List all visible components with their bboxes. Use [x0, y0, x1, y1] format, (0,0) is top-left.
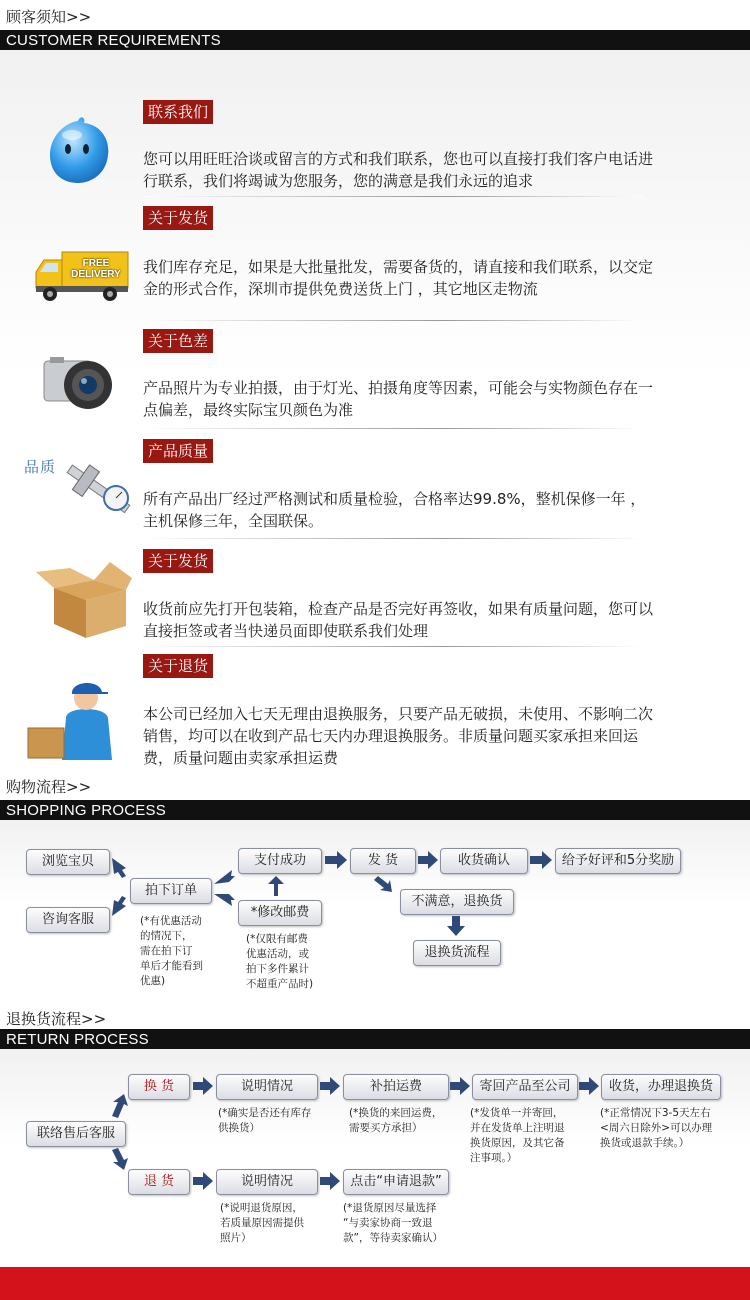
- returns-text: 本公司已经加入七天无理由退换服务，只要产品无破损，未使用、不影响二次销售，均可以在收到产品七天内办理退换服务。非质量问题买家承担来回运费，质量问题由卖家承担运费: [143, 705, 654, 767]
- extra-fee-note: (*换货的来回运费， 需要买方承担）: [349, 1107, 443, 1134]
- receive-process-box: 收货，办理退换货: [601, 1074, 721, 1100]
- arrow-exchange-to-explain: [193, 1077, 213, 1095]
- unsatisfied-box: 不满意，退换货: [400, 889, 514, 915]
- tag-returns: 关于退货: [143, 654, 213, 678]
- modify-postage-box: *修改邮费: [238, 900, 322, 926]
- quality-icon-text: 品质: [24, 458, 57, 476]
- color-difference-text: 产品照片为专业拍摄，由于灯光、拍摄角度等因素，可能会与实物颜色存在一点偏差，最终实际宝贝颜色为准: [143, 379, 654, 419]
- footer-red-bar: [0, 1267, 750, 1300]
- customer-section-title: 顾客须知>>: [6, 8, 92, 26]
- ship-box: 发 货: [350, 848, 416, 874]
- arrow-explain-to-apply: [320, 1172, 340, 1190]
- order-note: (*有优惠活动 的情况下， 需在拍下订 单后才能看到 优惠): [140, 915, 203, 987]
- contact-us-text: 您可以用旺旺洽谈或留言的方式和我们联系，您也可以直接打我们客户电话进行联系，我们将竭诚为您服务，您的满意是我们永远的追求: [143, 150, 654, 190]
- tag-color-difference: 关于色差: [143, 329, 213, 353]
- tag-product-quality: 产品质量: [143, 439, 213, 463]
- arrow-contact-to-exchange: [112, 1094, 128, 1118]
- arrow-explain-to-fee: [320, 1077, 340, 1095]
- modify-postage-note: (*仅限有邮费 优惠活动，或 拍下多件累计 不超重产品时): [246, 933, 314, 990]
- receive-process-note: (*正常情况下3-5天左右 <周六日除外>可以办理 换货或退款手续。）: [600, 1107, 713, 1149]
- arrow-send-to-receive: [579, 1077, 599, 1095]
- send-back-box: 寄回产品至公司: [472, 1074, 578, 1100]
- arrow-fee-to-send: [450, 1077, 470, 1095]
- browse-box: 浏览宝贝: [26, 849, 110, 875]
- confirm-receipt-box: 收货确认: [440, 848, 528, 874]
- receiving-text: 收货前应先打开包装箱，检查产品是否完好再签收，如果有质量问题，您可以直接拒签或者当快递员面即使联系我们处理: [143, 600, 654, 640]
- apply-refund-note: (*退货原因尽量选择 “与卖家协商一致退 款”，等待卖家确认）: [343, 1202, 443, 1244]
- tag-shipping: 关于发货: [143, 206, 213, 230]
- shopping-section-title-en: SHOPPING PROCESS: [6, 802, 166, 819]
- return-section-title-en: RETURN PROCESS: [6, 1031, 149, 1048]
- pay-box: 支付成功: [238, 848, 322, 874]
- truck-text: FREE DELIVERY: [71, 258, 121, 280]
- refund-box: 退 货: [128, 1169, 190, 1195]
- customer-section-title-en: CUSTOMER REQUIREMENTS: [6, 32, 221, 49]
- apply-refund-box: 点击“申请退款”: [343, 1169, 449, 1195]
- explain-refund-box: 说明情况: [216, 1169, 318, 1195]
- exchange-box: 换 货: [128, 1074, 190, 1100]
- contact-after-sales-box: 联络售后客服: [26, 1121, 126, 1147]
- tag-shipping-2: 关于发货: [143, 549, 213, 573]
- explain-exchange-box: 说明情况: [216, 1074, 318, 1100]
- send-back-note: (*发货单一并寄回， 并在发货单上注明退 换货原因，及其它备 注事项。）: [470, 1107, 565, 1164]
- shopping-section-title: 购物流程>>: [6, 778, 92, 796]
- product-quality-text: 所有产品出厂经过严格测试和质量检验，合格率达99.8%，整机保修一年 ，主机保修三年，全国联保。: [143, 490, 646, 530]
- tag-contact-us: 联系我们: [143, 100, 213, 124]
- explain-exchange-note: (*确实是否还有库存 供换货）: [218, 1107, 312, 1134]
- order-box: 拍下订单: [130, 878, 212, 904]
- review-reward-box: 给予好评和5分奖励: [555, 848, 681, 874]
- extra-shipping-fee-box: 补拍运费: [343, 1074, 449, 1100]
- return-section-title: 退换货流程>>: [6, 1010, 107, 1028]
- arrow-contact-to-refund: [112, 1148, 128, 1170]
- shipping-text: 我们库存充足，如果是大批量批发，需要备货的，请直接和我们联系，以交定金的形式合作，深圳市提供免费送货上门 ，其它地区走物流: [143, 258, 654, 298]
- arrow-refund-to-explain: [193, 1172, 213, 1190]
- consult-box: 咨询客服: [26, 907, 110, 933]
- return-flow-box: 退换货流程: [413, 940, 501, 966]
- explain-refund-note: (*说明退货原因， 若质量原因需提供 照片）: [220, 1202, 304, 1244]
